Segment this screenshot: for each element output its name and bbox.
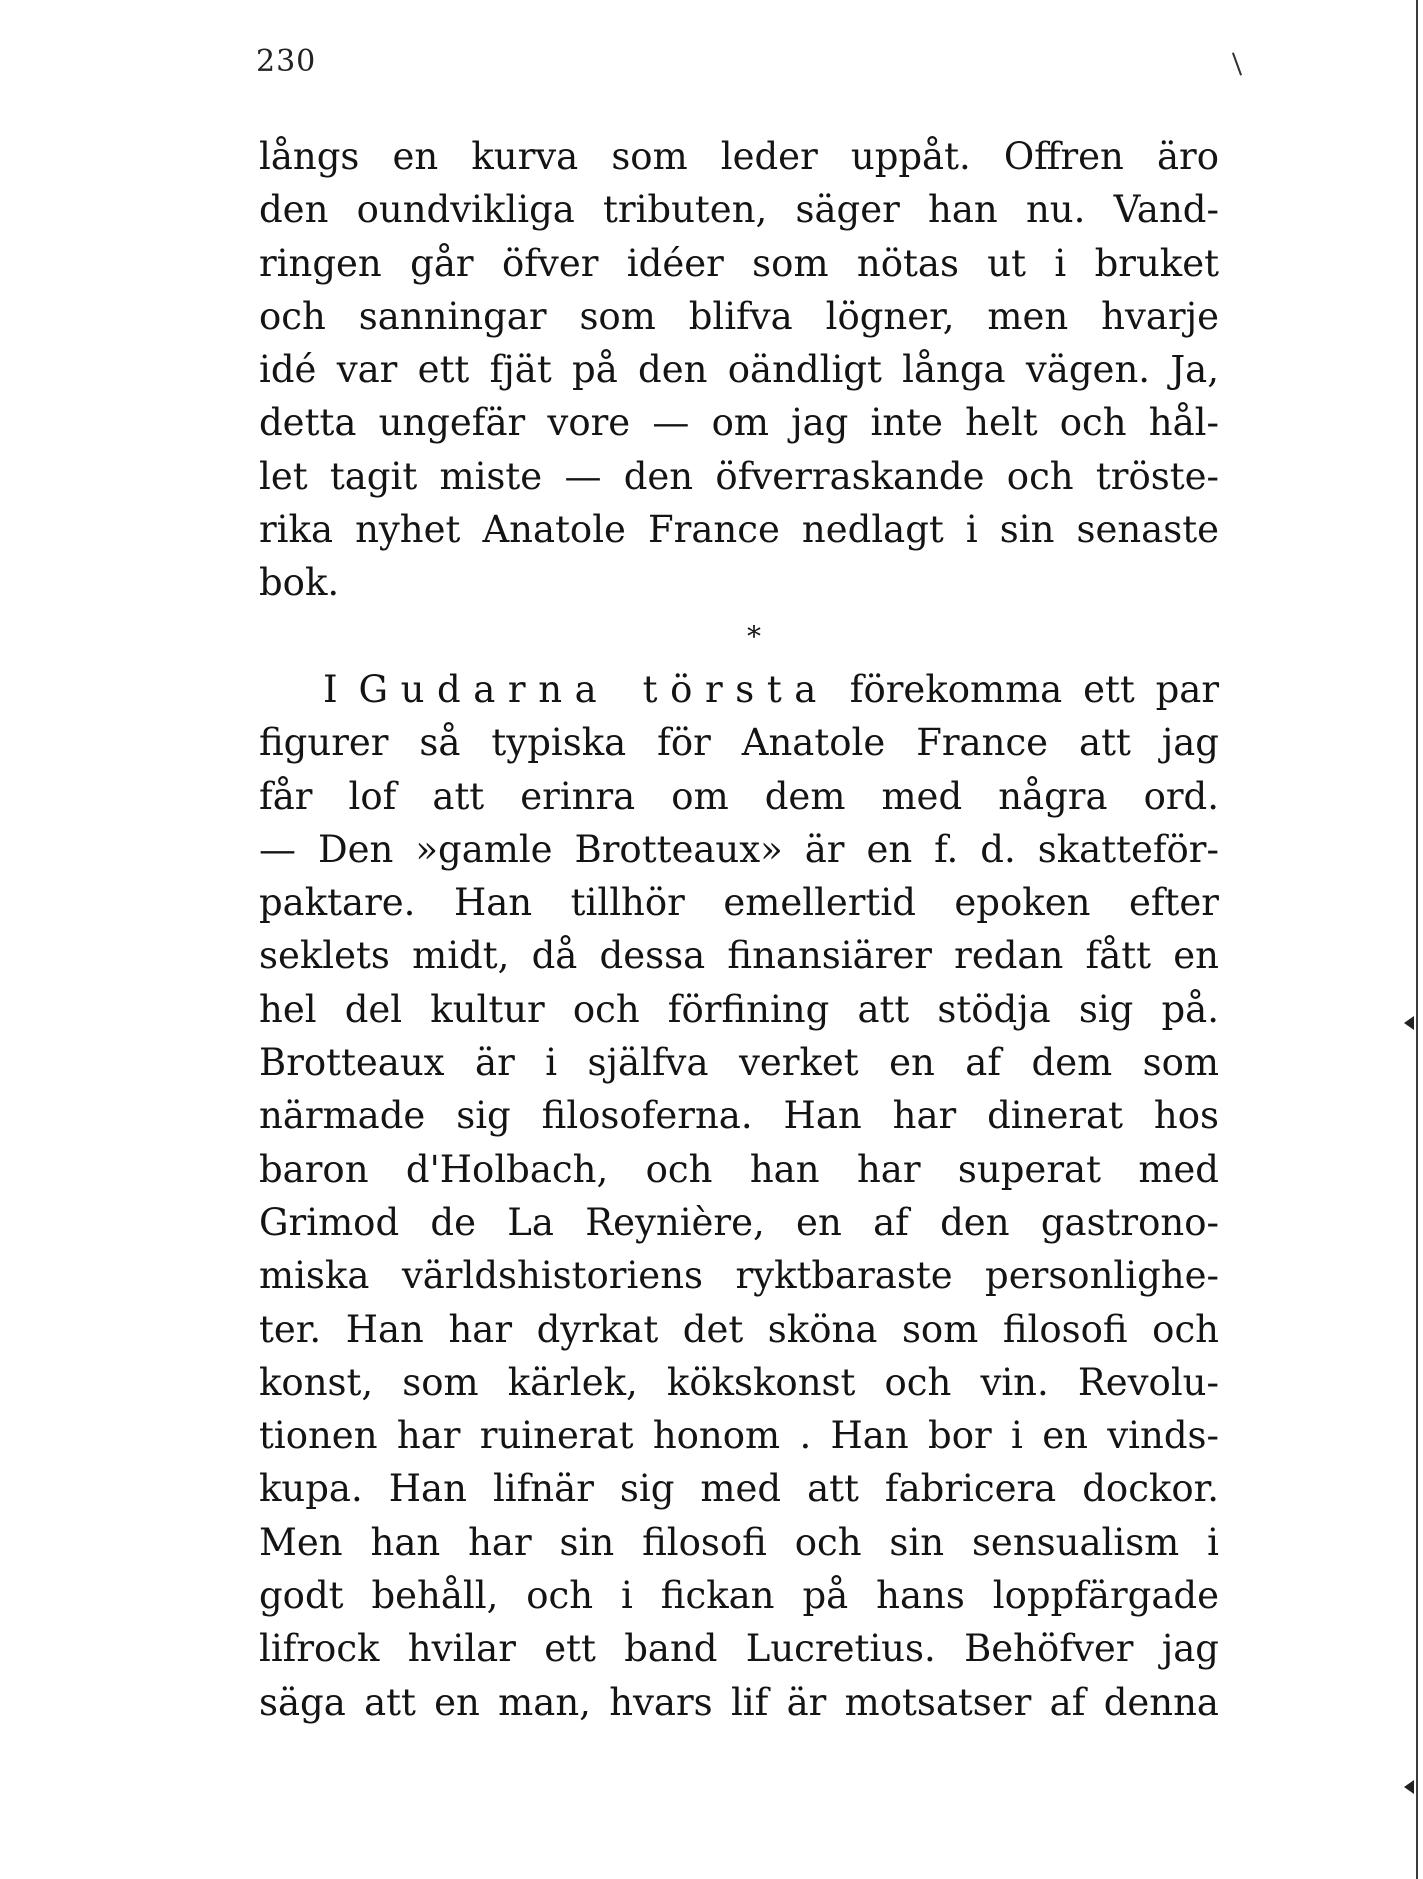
text-line: säga att en man, hvars lif är motsatser af denna — [259, 1680, 1219, 1724]
text-line: långs en kurva som leder uppåt. Offren äro — [259, 135, 1219, 178]
text-line: — Den »gamle Brotteaux» är en f. d. skatteför- — [259, 827, 1219, 871]
text-line: bok. — [259, 561, 340, 605]
margin-arrow-mark — [1404, 1780, 1414, 1794]
text-line: och sanningar som blifva lögner, men hvarje — [259, 294, 1219, 338]
scan-tick-mark — [1232, 52, 1242, 75]
text-line: paktare. Han tillhör emellertid epoken efter — [259, 881, 1219, 925]
text-line: detta ungefär vore — om jag inte helt och hål- — [259, 401, 1219, 445]
book-title: Gudarna törsta — [358, 667, 829, 711]
text-line: Grimod de La Reynière, en af den gastrono- — [259, 1200, 1219, 1244]
text-line: ter. Han har dyrkat det sköna som filosofi och — [259, 1307, 1219, 1351]
text-line: kupa. Han lifnär sig med att fabricera dockor. — [259, 1467, 1219, 1511]
text-line: godt behåll, och i fickan på hans loppfärgade — [259, 1574, 1219, 1618]
text-line: miska världshistoriens ryktbaraste personlighe- — [259, 1254, 1219, 1298]
text-line: seklets midt, då dessa finansiärer redan fått en — [259, 934, 1219, 978]
section-separator: * — [747, 619, 761, 653]
paragraph — [259, 663, 1219, 1729]
text-line: rika nyhet Anatole France nedlagt i sin senaste — [259, 508, 1219, 552]
paragraph — [259, 130, 1219, 610]
text-line: ringen går öfver idéer som nötas ut i bruket — [259, 241, 1219, 285]
text-line: idé var ett fjät på den oändligt långa vägen. Ja, — [259, 348, 1219, 392]
text-line: let tagit miste — den öfverraskande och tröste- — [259, 454, 1219, 498]
page-number: 230 — [256, 44, 317, 79]
text-line: konst, som kärlek, kökskonst och vin. Revolu- — [259, 1360, 1219, 1404]
text-line-first — [259, 663, 1219, 716]
text-line: baron d'Holbach, och han har superat med — [259, 1147, 1219, 1191]
text-line: lifrock hvilar ett band Lucretius. Behöfver jag — [259, 1627, 1219, 1671]
body-text — [259, 130, 1219, 1729]
margin-arrow-mark — [1404, 1016, 1414, 1030]
text-line: Brotteaux är i själfva verket en af dem som — [259, 1041, 1219, 1085]
text-line: den oundvikliga tributen, säger han nu. Vand- — [259, 188, 1219, 232]
text-lead: I — [323, 667, 338, 711]
text-line: närmade sig filosoferna. Han har dinerat hos — [259, 1094, 1219, 1138]
text-line: hel del kultur och förfining att stödja sig på. — [259, 987, 1219, 1031]
text-line: får lof att erinra om dem med några ord. — [259, 774, 1219, 818]
text-line: Men han har sin filosofi och sin sensualism i — [259, 1520, 1219, 1564]
text-line: figurer så typiska för Anatole France att jag — [259, 721, 1219, 765]
page-edge-line — [1416, 0, 1418, 1879]
text-line: tionen har ruinerat honom . Han bor i en vinds- — [259, 1414, 1219, 1458]
text-rest: förekomma ett par — [849, 667, 1220, 711]
